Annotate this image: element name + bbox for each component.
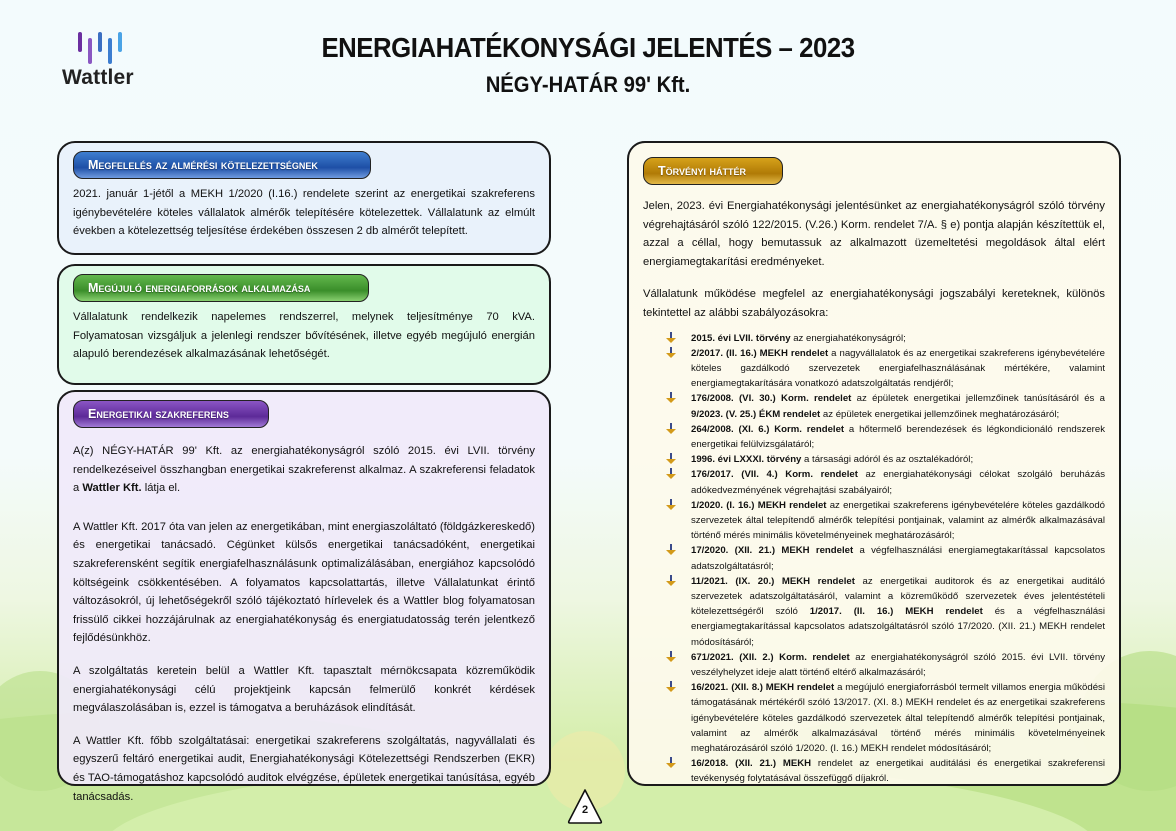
section-heading-renewables: Megújuló energiaforrások alkalmazása xyxy=(73,274,369,302)
referent-paragraph-3: A szolgáltatás keretein belül a Wattler Kft. tapasztalt mérnökcsapata közreműködik energiahatékonysági célú projektjeink kapcsán felmerülő konkrét kérdések megválaszolásában is, ezzel is támogatva a beruházások elindítását. xyxy=(73,664,535,715)
page-number-badge xyxy=(566,787,604,825)
section-heading-metering: Megfelelés az almérési kötelezettségnek xyxy=(73,151,371,179)
arrow-down-bullet-icon xyxy=(665,468,677,480)
report-header xyxy=(0,32,1176,98)
section-energy-referent xyxy=(57,390,551,803)
report-title: ENERGIAHATÉKONYSÁGI JELENTÉS – 2023 xyxy=(321,32,855,63)
law-item: 17/2020. (XII. 21.) MEKH rendelet a végfelhasználási energiamegtakarítással kapcsolatos adatszolgáltatásról; xyxy=(665,543,1105,573)
law-item: 16/2021. (XII. 8.) MEKH rendelet a megújuló energiaforrásból termelt villamos energia működési támogatásának mértékéről szóló 13/2017. (XI. 8.) MEKH rendelet és az energetikai szakreferens igénybevételére köteles gazdálkodó szervezetek által telepítendő almérők telepítési pontjainak, valamint az almérők alkalmazásával történő mérés minimális követelményeinek meghatározásáról szóló 1/2020. (I. 16.) MEKH rendelet módosításáról; xyxy=(665,680,1105,756)
page-number: 2 xyxy=(581,804,589,816)
arrow-down-bullet-icon xyxy=(665,757,677,769)
arrow-down-bullet-icon xyxy=(665,575,677,587)
logo-wordmark: Wattler xyxy=(62,66,134,89)
section-heading-legal: Törvényi háttér xyxy=(643,157,783,185)
law-item: 11/2021. (IX. 20.) MEKH rendelet az energetikai auditorok és az energetikai auditáló szervezetek adatszolgáltatásáról, valamint a közreműködő szervezetek éves jelentéstételi kötelezettségéről szóló 1/2017. (II. 16.) MEKH rendelet és a végfelhasználási energiamegtakarítással kapcsolatos adatszolgáltatásról szóló 17/2020. (XII. 21.) MEKH rendelet módosításáról; xyxy=(665,574,1105,650)
arrow-down-bullet-icon xyxy=(665,347,677,359)
arrow-down-bullet-icon xyxy=(665,423,677,435)
section-heading-referent: Energetikai szakreferens xyxy=(73,400,269,428)
arrow-down-bullet-icon xyxy=(665,499,677,511)
referent-paragraph-2: A Wattler Kft. 2017 óta van jelen az energetikában, mint energiaszoláltató (földgázkereskedő) és energetikai tanácsadó. Cégünket külsős energetikai tanácsadóként, energetikai szakreferensként segítik energiafelhasználásunk optimalizálásában, energiához kapcsolódó költségeink csökkentésében. A folyamatos kapcsolattartás, illetve Vállalatunkat érintő változásokról, új lehetőségekről szóló tájékoztató hírlevelek és a Wattler blog folyamatosan frissülő cikkei hozzájárulnak az energiahatékonyság és energiatudatosság terén jelentkező fejlődésünkhöz. xyxy=(73,520,535,645)
law-item: 264/2008. (XI. 6.) Korm. rendelet a hőtermelő berendezések és légkondicionáló rendszerek energetikai felülvizsgálatáról; xyxy=(665,422,1105,452)
arrow-down-bullet-icon xyxy=(665,681,677,693)
arrow-down-bullet-icon xyxy=(665,453,677,465)
renewables-paragraph: Vállalatunk rendelkezik napelemes rendszerrel, melynek teljesítménye 70 kVA. Folyamatosan vizsgáljuk a jelenlegi rendszer bővítésének, illetve egyéb megújuló energián alapuló berendezések alkalmazásának lehetőségét. xyxy=(73,311,535,361)
law-item: 176/2017. (VII. 4.) Korm. rendelet az energiahatékonysági célokat szolgáló beruházás adókedvezményének végrehajtási szabályairól; xyxy=(665,467,1105,497)
referent-paragraph-4: A Wattler Kft. főbb szolgáltatásai: energetikai szakreferens szolgáltatás, nagyvállalati és egyszerű feltáró energetikai audit, Energiahatékonysági Kötelezettségi Rendszerben (EKR) és TAO-támogatáshoz kapcsolódó auditok elvégzése, épületek energetikai tanúsítása, egyéb tanácsadás. xyxy=(73,734,535,803)
law-item: 1996. évi LXXXI. törvény a társasági adóról és az osztalékadóról; xyxy=(665,452,1105,467)
legal-paragraph-2: Vállalatunk működése megfelel az energiahatékonysági jogszabályi kereteknek, különös tekintettel az alábbi szabályozásokra: xyxy=(643,288,1105,319)
wattler-name: Wattler Kft. xyxy=(82,482,142,495)
metering-paragraph: 2021. január 1-jétől a MEKH 1/2020 (I.16.) rendelete szerint az energetikai szakreferens igénybevételére köteles vállalatok almérők telepítésére kötelezettek. Vállalatunk az elmúlt években a kötelezettség teljesítése érdekében összesen 2 db almérőt telepített. xyxy=(73,188,535,238)
law-item: 1/2020. (I. 16.) MEKH rendelet az energetikai szakreferens igénybevételére köteles gazdálkodó szervezetek által telepítendő almérők telepítési pontjainak, valamint az almérők alkalmazásával történő mérés minimális követelményeinek meghatározásáról; xyxy=(665,498,1105,544)
law-item: 16/2018. (XII. 21.) MEKH rendelet az energetikai auditálási és energetikai szakreferensi tevékenység folytatásával összefüggő díjakról. xyxy=(665,756,1105,786)
section-metering xyxy=(57,141,551,255)
arrow-down-bullet-icon xyxy=(665,544,677,556)
section-legal-background xyxy=(627,141,1121,786)
arrow-down-bullet-icon xyxy=(665,651,677,663)
law-item: 176/2008. (VI. 30.) Korm. rendelet az épületek energetikai jellemzőinek tanúsításáról és a 9/2023. (V. 25.) ÉKM rendelet az épületek energetikai jellemzőinek meghatározásáról; xyxy=(665,391,1105,421)
law-item: 671/2021. (XII. 2.) Korm. rendelet az energiahatékonyságról szóló 2015. évi LVII. törvény veszélyhelyzet ideje alatt történő eltérő alkalmazásáról; xyxy=(665,650,1105,680)
referent-paragraph-1: A(z) NÉGY-HATÁR 99' Kft. az energiahatékonyságról szóló 2015. évi LVII. törvény rendelkezéseivel összhangban energetikai szakreferenst alkalmaz. A szakreferensi feladatok a Wattler Kft. látja el. xyxy=(73,445,535,495)
arrow-down-bullet-icon xyxy=(665,332,677,344)
law-list xyxy=(643,331,1105,787)
legal-paragraph-1: Jelen, 2023. évi Energiahatékonysági jelentésünket az energiahatékonyságról szóló törvény végrehajtásáról szóló 122/2015. (V.26.) Korm. rendelet 7/A. § e) pontja alapján készítettük el, azzal a céllal, hogy bemutassuk az alkalmazott üzemeltetési megoldások által elért energiamegtakarítási eredményeket. xyxy=(643,200,1105,268)
section-renewables xyxy=(57,264,551,385)
law-item: 2/2017. (II. 16.) MEKH rendelet a nagyvállalatok és az energetikai szakreferens igénybevételére köteles gazdálkodó szervezetek energiafelhasználásának mértékére, valamint energiamegtakarítására vonatkozó adatszolgáltatás rendjéről; xyxy=(665,346,1105,392)
law-item: 2015. évi LVII. törvény az energiahatékonyságról; xyxy=(665,331,1105,346)
company-name: NÉGY-HATÁR 99' Kft. xyxy=(485,72,691,97)
arrow-down-bullet-icon xyxy=(665,392,677,404)
